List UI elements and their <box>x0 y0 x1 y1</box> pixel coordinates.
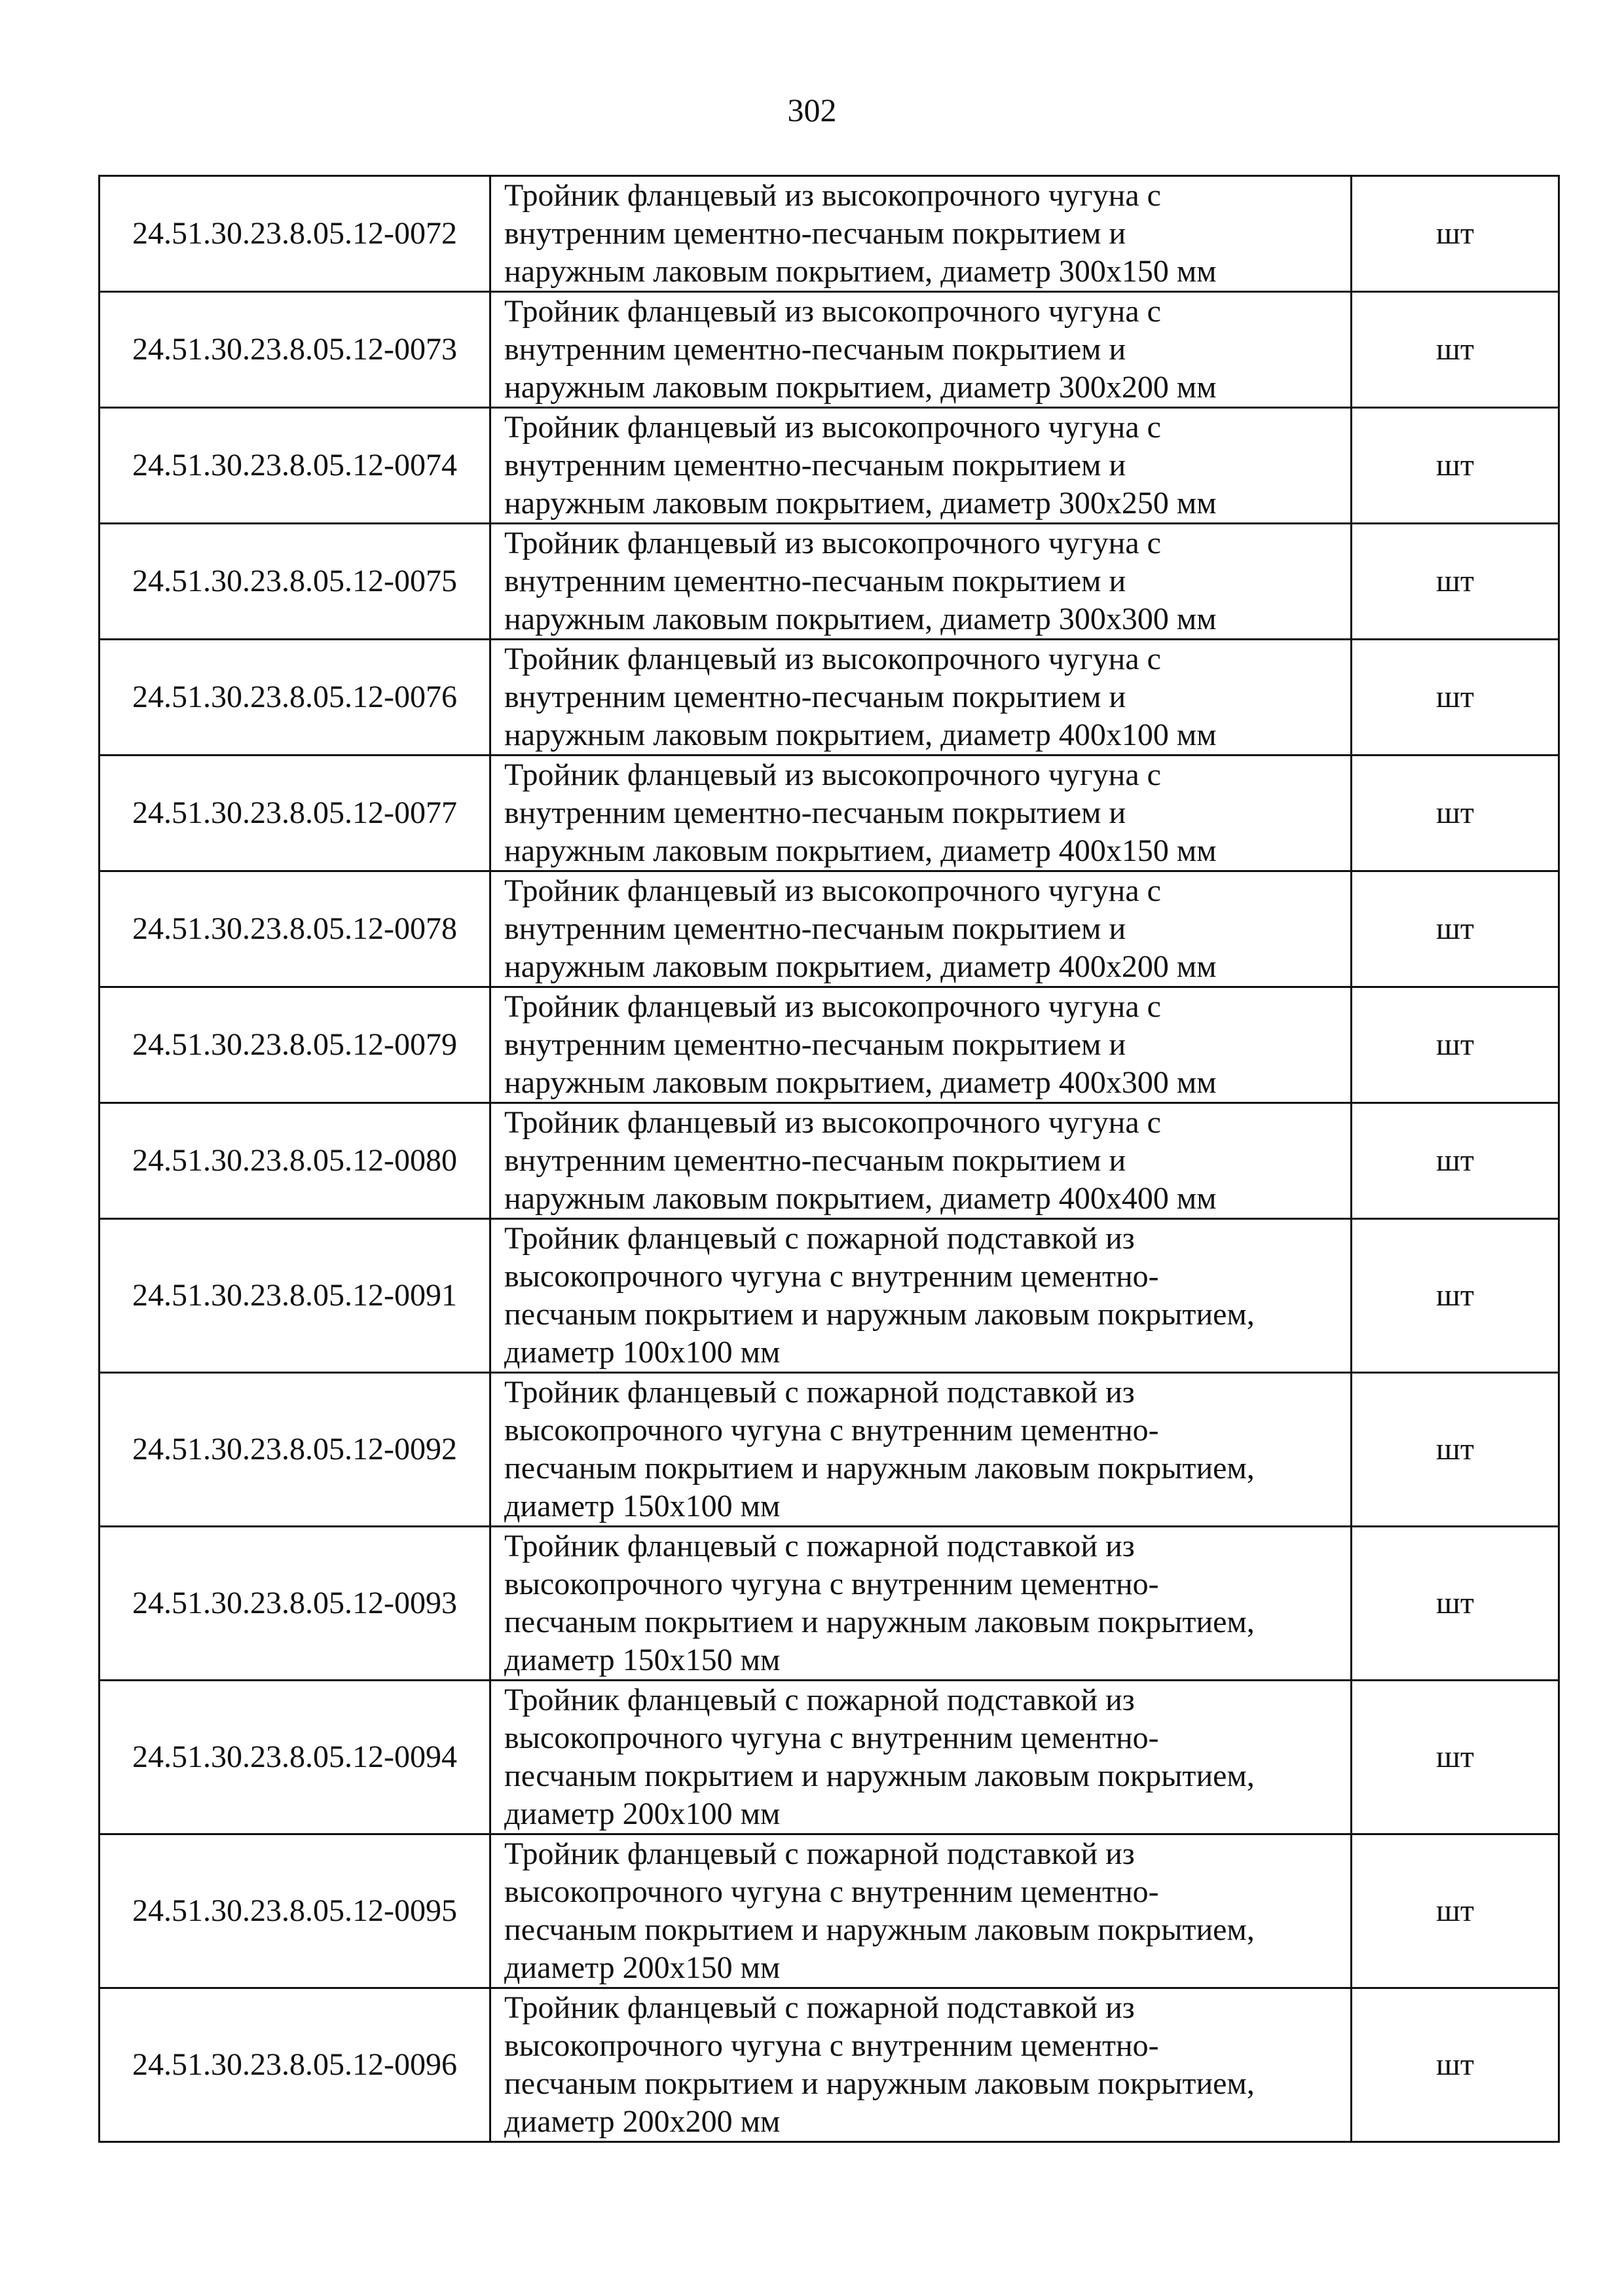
item-description-line: наружным лаковым покрытием, диаметр 400х300 мм <box>504 1065 1217 1100</box>
catalog-table-body <box>100 176 1559 2142</box>
item-code: 24.51.30.23.8.05.12-0093 <box>100 1527 490 1681</box>
item-description-line: Тройник фланцевый из высокопрочного чугуна с <box>504 757 1161 792</box>
item-code: 24.51.30.23.8.05.12-0075 <box>100 524 490 640</box>
item-description-line: Тройник фланцевый с пожарной подставкой из <box>504 1221 1135 1256</box>
catalog-table <box>98 175 1560 2143</box>
table-row <box>100 871 1559 987</box>
item-code: 24.51.30.23.8.05.12-0080 <box>100 1103 490 1219</box>
item-description-line: наружным лаковым покрытием, диаметр 400х100 мм <box>504 718 1217 752</box>
item-description-line: высокопрочного чугуна с внутренним цементно- <box>504 1413 1159 1448</box>
item-code: 24.51.30.23.8.05.12-0094 <box>100 1681 490 1834</box>
item-unit: шт <box>1352 1373 1559 1527</box>
item-description <box>490 1373 1352 1527</box>
item-description-line: песчаным покрытием и наружным лаковым покрытием, <box>504 1451 1255 1485</box>
item-description-line: Тройник фланцевый с пожарной подставкой из <box>504 1683 1135 1717</box>
item-description-line: песчаным покрытием и наружным лаковым покрытием, <box>504 2066 1255 2101</box>
item-description <box>490 408 1352 524</box>
item-description-line: наружным лаковым покрытием, диаметр 300х300 мм <box>504 602 1217 636</box>
item-description-line: Тройник фланцевый с пожарной подставкой из <box>504 1990 1135 2025</box>
item-unit: шт <box>1352 640 1559 756</box>
item-code: 24.51.30.23.8.05.12-0091 <box>100 1219 490 1373</box>
item-description-line: Тройник фланцевый из высокопрочного чугуна с <box>504 873 1161 908</box>
item-description-line: высокопрочного чугуна с внутренним цементно- <box>504 1874 1159 1909</box>
table-row <box>100 1681 1559 1834</box>
item-description <box>490 1103 1352 1219</box>
item-unit: шт <box>1352 987 1559 1103</box>
item-unit: шт <box>1352 176 1559 292</box>
item-description-line: диаметр 200х150 мм <box>504 1950 781 1985</box>
item-description-line: песчаным покрытием и наружным лаковым покрытием, <box>504 1297 1255 1332</box>
item-description-line: песчаным покрытием и наружным лаковым покрытием, <box>504 1912 1255 1947</box>
item-description-line: Тройник фланцевый из высокопрочного чугуна с <box>504 642 1161 676</box>
item-description <box>490 1988 1352 2142</box>
item-description-line: внутренним цементно-песчаным покрытием и <box>504 1027 1126 1062</box>
table-row <box>100 1527 1559 1681</box>
item-code: 24.51.30.23.8.05.12-0076 <box>100 640 490 756</box>
item-unit: шт <box>1352 1219 1559 1373</box>
item-description <box>490 871 1352 987</box>
item-description-line: высокопрочного чугуна с внутренним цементно- <box>504 1259 1159 1294</box>
item-description-line: наружным лаковым покрытием, диаметр 300х250 мм <box>504 486 1217 520</box>
item-code: 24.51.30.23.8.05.12-0074 <box>100 408 490 524</box>
item-code: 24.51.30.23.8.05.12-0073 <box>100 292 490 408</box>
item-description <box>490 640 1352 756</box>
item-code: 24.51.30.23.8.05.12-0072 <box>100 176 490 292</box>
item-description-line: наружным лаковым покрытием, диаметр 400х400 мм <box>504 1181 1217 1216</box>
table-row <box>100 1988 1559 2142</box>
item-code: 24.51.30.23.8.05.12-0079 <box>100 987 490 1103</box>
item-description <box>490 176 1352 292</box>
item-description-line: внутренним цементно-песчаным покрытием и <box>504 564 1126 598</box>
item-unit: шт <box>1352 524 1559 640</box>
item-unit: шт <box>1352 1527 1559 1681</box>
item-description-line: диаметр 100х100 мм <box>504 1335 781 1370</box>
item-description-line: внутренним цементно-песчаным покрытием и <box>504 911 1126 946</box>
item-description <box>490 1527 1352 1681</box>
item-unit: шт <box>1352 1834 1559 1988</box>
item-description <box>490 1834 1352 1988</box>
item-unit: шт <box>1352 408 1559 524</box>
item-description-line: внутренним цементно-песчаным покрытием и <box>504 795 1126 830</box>
item-unit: шт <box>1352 1681 1559 1834</box>
item-description-line: Тройник фланцевый из высокопрочного чугуна с <box>504 178 1161 213</box>
item-description <box>490 987 1352 1103</box>
item-description <box>490 1681 1352 1834</box>
table-row <box>100 1373 1559 1527</box>
item-unit: шт <box>1352 1988 1559 2142</box>
item-code: 24.51.30.23.8.05.12-0077 <box>100 756 490 871</box>
item-description-line: Тройник фланцевый с пожарной подставкой из <box>504 1529 1135 1563</box>
item-description <box>490 1219 1352 1373</box>
item-description-line: наружным лаковым покрытием, диаметр 400х150 мм <box>504 833 1217 868</box>
item-description-line: высокопрочного чугуна с внутренним цементно- <box>504 1721 1159 1755</box>
table-row <box>100 640 1559 756</box>
item-description-line: песчаным покрытием и наружным лаковым покрытием, <box>504 1758 1255 1793</box>
page-number: 302 <box>787 92 837 128</box>
item-unit: шт <box>1352 756 1559 871</box>
item-description-line: диаметр 150х150 мм <box>504 1643 781 1677</box>
item-description-line: наружным лаковым покрытием, диаметр 400х200 мм <box>504 949 1217 984</box>
item-description-line: диаметр 150х100 мм <box>504 1489 781 1523</box>
item-code: 24.51.30.23.8.05.12-0095 <box>100 1834 490 1988</box>
item-description-line: Тройник фланцевый из высокопрочного чугуна с <box>504 410 1161 445</box>
item-description-line: Тройник фланцевый из высокопрочного чугуна с <box>504 1105 1161 1140</box>
item-code: 24.51.30.23.8.05.12-0092 <box>100 1373 490 1527</box>
item-description-line: внутренним цементно-песчаным покрытием и <box>504 332 1126 367</box>
table-row <box>100 408 1559 524</box>
item-description-line: наружным лаковым покрытием, диаметр 300х150 мм <box>504 254 1217 289</box>
item-description <box>490 524 1352 640</box>
item-description-line: высокопрочного чугуна с внутренним цементно- <box>504 1567 1159 1601</box>
item-description-line: диаметр 200х100 мм <box>504 1796 781 1831</box>
item-description-line: внутренним цементно-песчаным покрытием и <box>504 680 1126 714</box>
table-row <box>100 524 1559 640</box>
item-code: 24.51.30.23.8.05.12-0078 <box>100 871 490 987</box>
item-unit: шт <box>1352 1103 1559 1219</box>
table-row <box>100 176 1559 292</box>
item-unit: шт <box>1352 292 1559 408</box>
item-description-line: Тройник фланцевый из высокопрочного чугуна с <box>504 989 1161 1024</box>
item-description <box>490 756 1352 871</box>
item-description-line: диаметр 200х200 мм <box>504 2104 781 2139</box>
table-row <box>100 987 1559 1103</box>
item-description-line: Тройник фланцевый из высокопрочного чугуна с <box>504 294 1161 329</box>
item-description-line: Тройник фланцевый из высокопрочного чугуна с <box>504 526 1161 560</box>
item-description-line: внутренним цементно-песчаным покрытием и <box>504 1143 1126 1178</box>
item-description <box>490 292 1352 408</box>
table-row <box>100 1834 1559 1988</box>
item-description-line: внутренним цементно-песчаным покрытием и <box>504 448 1126 483</box>
item-unit: шт <box>1352 871 1559 987</box>
item-description-line: внутренним цементно-песчаным покрытием и <box>504 216 1126 251</box>
table-row <box>100 1103 1559 1219</box>
table-row <box>100 1219 1559 1373</box>
table-row <box>100 756 1559 871</box>
item-description-line: Тройник фланцевый с пожарной подставкой из <box>504 1836 1135 1871</box>
item-description-line: песчаным покрытием и наружным лаковым покрытием, <box>504 1605 1255 1639</box>
item-description-line: Тройник фланцевый с пожарной подставкой из <box>504 1375 1135 1410</box>
item-description-line: высокопрочного чугуна с внутренним цементно- <box>504 2028 1159 2063</box>
table-row <box>100 292 1559 408</box>
item-description-line: наружным лаковым покрытием, диаметр 300х200 мм <box>504 370 1217 405</box>
item-code: 24.51.30.23.8.05.12-0096 <box>100 1988 490 2142</box>
